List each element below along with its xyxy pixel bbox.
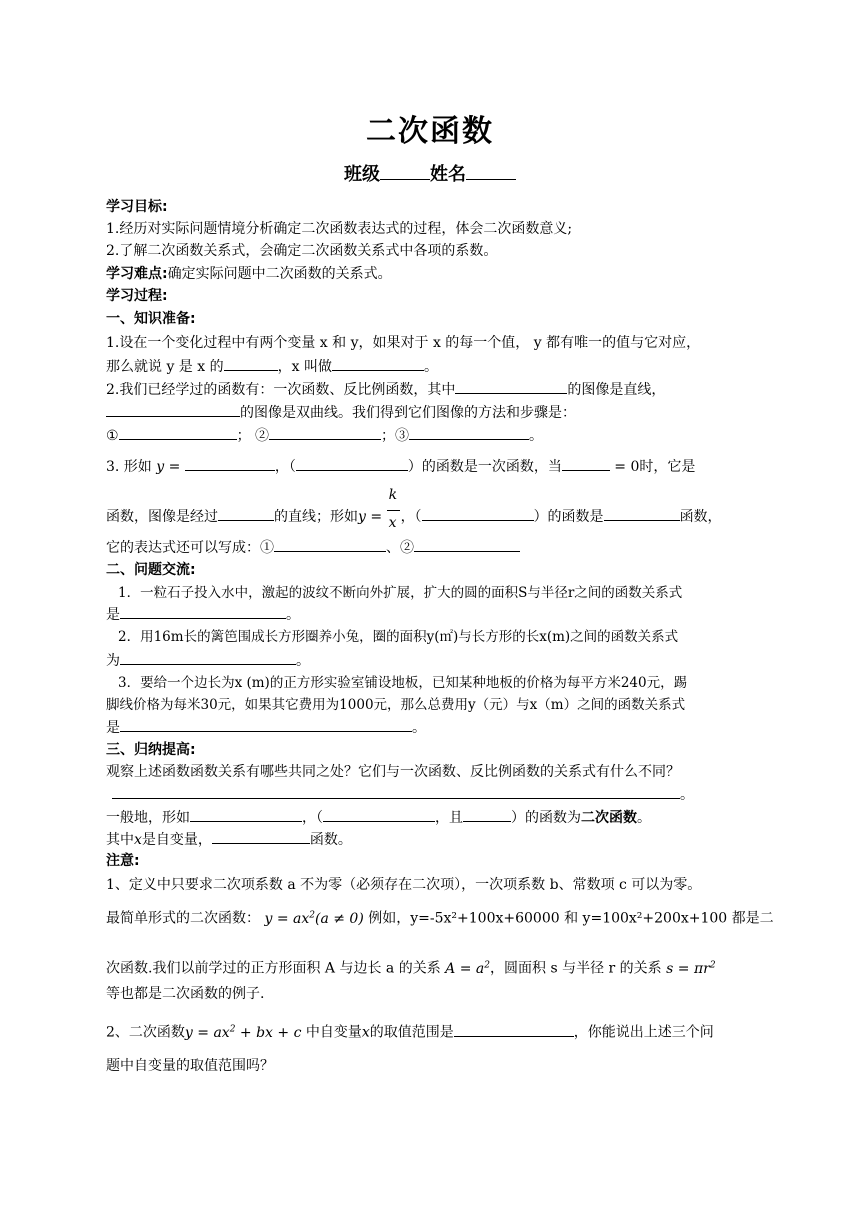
text: 。 [680,787,694,803]
s3-line4 [106,829,352,850]
name-label: 姓名 [430,164,466,185]
text: 。 [412,720,426,736]
blank[interactable] [218,506,274,521]
blank[interactable] [224,356,278,371]
section-1-heading: 一、知识准备: [106,311,196,327]
difficulty-line [106,264,392,284]
text: = 0 [614,459,640,475]
class-blank[interactable] [380,161,430,180]
blank[interactable] [212,829,310,844]
blank[interactable] [185,456,275,471]
blank[interactable] [463,807,511,822]
note1-line1: 1、定义中只要求二次项系数 a 不为零（必须存在二次项），一次项系数 b、常数项 c 可以为零。 [106,877,702,893]
text: 那么就说 y 是 x 的 [106,359,224,375]
text: 。 [529,428,544,444]
text: 是 [106,720,120,736]
text: 二次函数 [581,810,637,826]
blank[interactable] [409,425,529,440]
math: y [156,459,165,475]
text: ① [106,428,119,444]
text: 。 [296,653,310,669]
text: 函数， [679,509,722,525]
text: 函数。 [309,832,352,848]
math: $s = \pi r^2$ [666,960,716,977]
text: ，圆面积 s 与半径 r 的关系 [490,960,662,977]
class-label: 班级 [344,164,380,185]
note1-line4: 等也都是二次函数的例子. [106,986,265,1002]
text: 中自变量 [305,1024,362,1041]
blank[interactable] [269,425,381,440]
p3-line3 [106,537,520,558]
blank[interactable] [274,537,386,552]
text: 次函数.我们以前学过的正方形面积 A 与边长 a 的关系 [106,960,441,977]
q1-line1: 1．一粒石子投入水中，激起的波纹不断向外扩展，扩大的圆的面积S与半径r之间的函数关系式 [118,585,683,601]
text: 一般地，形如 [106,810,190,826]
goal-1: 1.经历对实际问题情境分析确定二次函数表达式的过程，体会二次函数意义; [106,221,573,237]
note1-line2 [106,905,774,929]
blank[interactable] [120,650,296,665]
math: $y = ax^2$ + bx + c [184,1024,302,1041]
text: ，（ [400,509,422,525]
text: 例如，y=-5x²+100x+60000 和 y=100x²+200x+100 都是二 [368,910,774,927]
difficulty-text: 确定实际问题中二次函数的关系式。 [167,266,392,282]
text: 的取值范围是 [369,1024,454,1041]
q2-line1: 2．用16m长的篱笆围成长方形圈养小兔，圈的面积y(㎡)与长方形的长x(m)之间的函数关系式 [118,629,679,645]
p2-line1 [106,379,665,400]
math: y [358,509,366,525]
text: ； [381,428,396,444]
text: ； [236,428,251,444]
text: ，你能说出上述三个问 [573,1024,714,1041]
process-heading: 学习过程: [106,288,168,304]
goals-heading: 学习目标: [106,199,168,215]
blank[interactable] [120,604,286,619]
q1-line2 [106,604,300,625]
text: 2.我们已经学过的函数有：一次函数、反比例函数，其中 [106,382,456,398]
blank[interactable] [190,807,302,822]
blank[interactable] [562,456,610,471]
blank[interactable] [454,1022,574,1037]
text: 函数，图像是经过 [106,509,218,525]
difficulty-label: 学习难点: [106,266,168,282]
blank[interactable] [455,379,567,394]
text: ）的函数是 [533,509,604,525]
text: 是 [106,607,120,623]
text: 时，它是 [639,459,696,475]
text: 2、二次函数 [106,1024,185,1041]
q3-line3 [106,717,426,738]
text: ③ [395,428,410,444]
q3-line2: 脚线价格为每米30元，如果其它费用为1000元，那么总费用y（元）与x（m）之间的函数关系式 [106,697,686,713]
name-blank[interactable] [466,161,516,180]
text: ② [255,428,270,444]
s3-line3 [106,807,651,828]
blank[interactable] [120,717,412,732]
math: x [134,832,142,848]
blank[interactable] [414,537,520,552]
note2-line1 [106,1019,714,1043]
class-name-line [0,160,860,186]
text: ，且 [435,810,463,826]
text: ，（ [302,810,323,826]
goal-2: 2.了解二次函数关系式，会确定二次函数关系式中各项的系数。 [106,243,498,259]
math: x [361,1024,370,1041]
fraction-k-over-x: $\frac{k}{x}$ [387,501,401,521]
math: $A = a^2$ [445,960,490,977]
math: $y = ax^2(a \ne 0)$ [264,910,364,927]
text: 。 [423,359,438,375]
blank[interactable] [332,356,424,371]
text: 为 [106,653,120,669]
text: 、② [386,540,414,556]
blank[interactable] [422,506,534,521]
note1-line3 [106,955,716,979]
p2-line2 [106,402,576,423]
p1-line2 [106,356,438,377]
q3-line1: 3．要给一个边长为x (m)的正方形实验室铺设地板，已知某种地板的价格为每平方米240元，踢 [118,675,688,691]
text: ，（ [274,459,296,475]
text: ）的函数为 [511,810,581,826]
section-2-heading: 二、问题交流: [106,562,196,578]
p1-line1: 1.设在一个变化过程中有两个变量 x 和 y，如果对于 x 的每一个值， y 都有唯一的值与它对应， [106,335,701,351]
note2-line2: 题中自变量的取值范围吗？ [106,1058,274,1074]
text: 的图像是直线， [567,382,666,398]
s3-line2 [112,784,694,805]
text: 的图像是双曲线。我们得到它们图像的方法和步骤是： [240,405,576,421]
p3-line2: 函数，图像是经过 的直线；形如y = $\frac{k}{x}$ ，（ ）的函数是 函数， [106,487,722,531]
note-heading: 注意: [106,853,140,869]
blank[interactable] [112,784,680,799]
blank[interactable] [604,506,680,521]
section-3-heading: 三、归纳提高: [106,742,196,758]
text: 是自变量， [141,832,212,848]
p2-line3 [106,425,543,446]
text: 的直线；形如 [274,509,358,525]
blank[interactable] [106,402,240,417]
text: 最简单形式的二次函数： [106,910,260,927]
blank[interactable] [119,425,237,440]
text: ，x 叫做 [277,359,332,375]
q2-line2 [106,650,310,671]
s3-line1: 观察上述函数函数关系有哪些共同之处？它们与一次函数、反比例函数的关系式有什么不同？ [106,764,680,780]
blank[interactable] [296,456,408,471]
text: 。 [637,810,651,826]
text: ）的函数是一次函数，当 [407,459,562,475]
page-title: 二次函数 [366,114,494,149]
p3-line1: 3. 形如 y = ，（ ）的函数是一次函数，当 = 0时，它是 [106,456,695,477]
text: 。 [286,607,300,623]
text: 3. 形如 [106,459,152,475]
text: 它的表达式还可以写成：① [106,540,274,556]
text: 其中 [106,832,134,848]
blank[interactable] [323,807,435,822]
